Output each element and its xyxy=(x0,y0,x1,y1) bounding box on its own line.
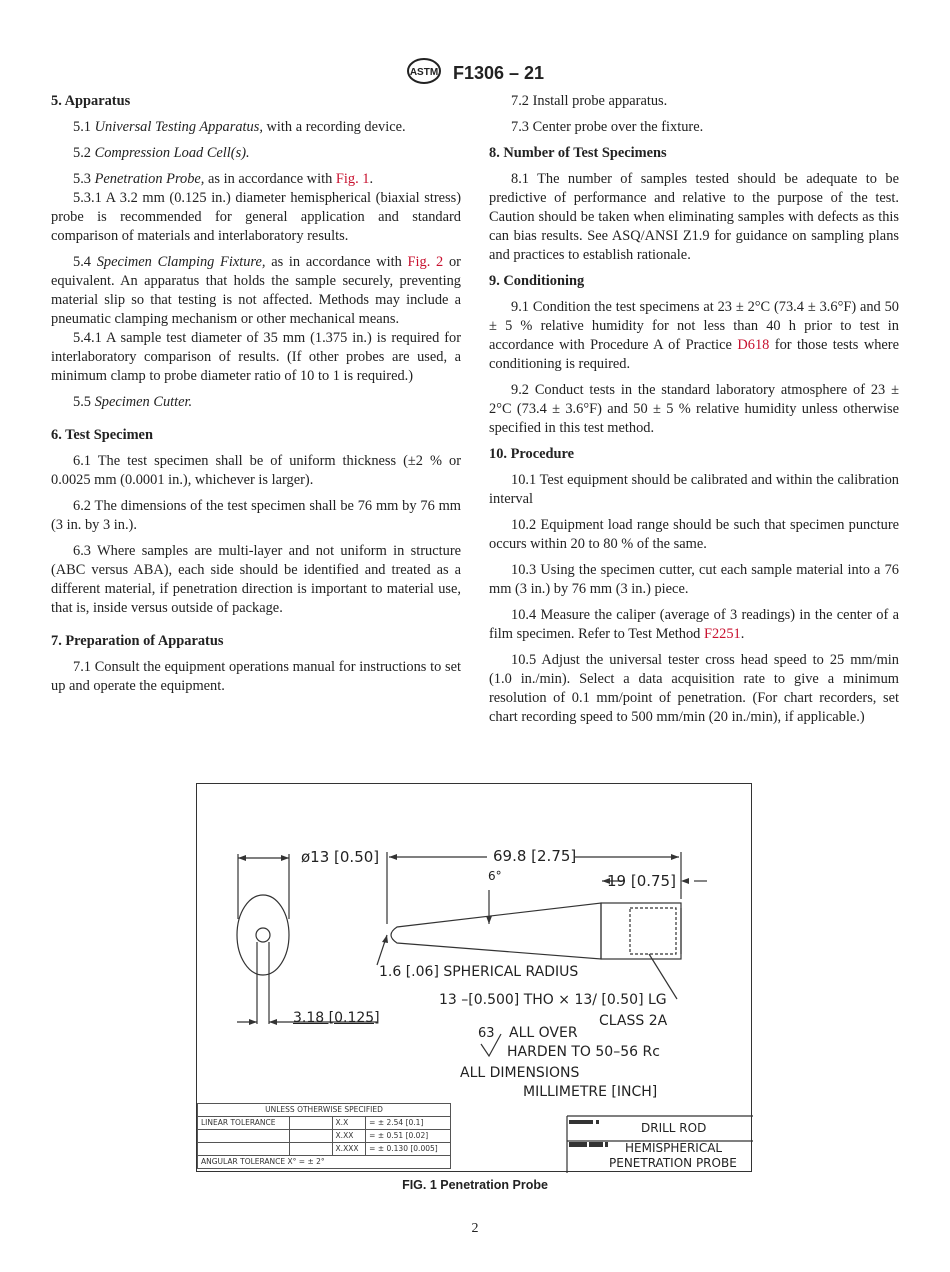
title-block-mark-2 xyxy=(596,1120,599,1124)
f2251-link[interactable]: F2251 xyxy=(703,626,741,642)
astm-logo-icon xyxy=(406,58,442,89)
finish-number: 63 xyxy=(478,1026,495,1041)
para-10-1: 10.1 Test equipment should be calibrated and within the calibration interval xyxy=(489,472,899,507)
para-6-1: 6.1 The test specimen shall be of uniform thickness (±2 % or 0.0025 mm (0.0001 in.), whichever is larger). xyxy=(51,453,461,488)
title-block-mark-3 xyxy=(569,1142,587,1147)
para-8-1: 8.1 The number of samples tested should be adequate to be predictive of performance and relative to the purpose of the test. Caution should be taken when eliminating samples with defects as this can bias results. See ASQ/ANSI Z1.9 for guidance on sampling plans and practices to establish rationale. xyxy=(489,171,899,263)
hardness-text: HARDEN TO 50–56 Rc xyxy=(507,1044,660,1060)
dim-radius: 1.6 [.06] SPHERICAL RADIUS xyxy=(379,964,579,980)
units-line-1: ALL DIMENSIONS xyxy=(460,1065,580,1081)
section-8-title: 8. Number of Test Specimens xyxy=(489,145,667,161)
para-5-3-1: 5.3.1 A 3.2 mm (0.125 in.) diameter hemispherical (biaxial stress) probe is recommended for general application and standard comparison of materials and interlaboratory results. xyxy=(51,190,461,244)
para-5-5: 5.5 Specimen Cutter. xyxy=(73,394,193,410)
right-column xyxy=(489,92,899,734)
section-9-title: 9. Conditioning xyxy=(489,273,585,289)
page-number: 2 xyxy=(471,1221,479,1236)
thread-section xyxy=(630,908,676,954)
finish-text: ALL OVER xyxy=(509,1025,578,1041)
para-5-1: 5.1 Universal Testing Apparatus, with a recording device. xyxy=(73,119,406,135)
para-10-3: 10.3 Using the specimen cutter, cut each sample material into a 76 mm (3 in.) by 76 mm (3 in.) piece. xyxy=(489,562,899,597)
title-block-mark-5 xyxy=(605,1142,608,1147)
tol-key: X.XX xyxy=(332,1130,366,1143)
dim-length: 69.8 [2.75] xyxy=(493,847,577,865)
designation: F1306 – 21 xyxy=(452,63,545,83)
title-block-mark-1 xyxy=(569,1120,593,1124)
figure-caption: FIG. 1 Penetration Probe xyxy=(402,1178,548,1192)
dim-diameter: ø13 [0.50] xyxy=(301,848,380,866)
part-name-line-1: HEMISPHERICAL xyxy=(625,1141,723,1155)
section-5-title: 5. Apparatus xyxy=(51,93,131,109)
tol-key: X.XXX xyxy=(332,1143,366,1156)
section-7-title: 7. Preparation of Apparatus xyxy=(51,633,224,649)
tol-linear-label: LINEAR TOLERANCE xyxy=(198,1117,290,1130)
para-5-4: 5.4 Specimen Clamping Fixture, as in accordance with Fig. 2 or equivalent. An apparatus that holds the sample securely, preventing material slip so that testing is not affected. Methods may include a pneumatic clamping mechanism or other mechanical means. xyxy=(51,254,461,327)
para-9-2: 9.2 Conduct tests in the standard laboratory atmosphere of 23 ± 2°C (73.4 ± 3.6°F) and 50 ± 5 % relative humidity unless otherwise specified in this test method. xyxy=(489,382,899,436)
dim-small-diameter: 3.18 [0.125] xyxy=(293,1010,380,1026)
para-7-3: 7.3 Center probe over the fixture. xyxy=(511,119,704,135)
figure-1-drawing xyxy=(196,783,752,1172)
thread-spec: 13 –[0.500] THO × 13/ [0.50] LG xyxy=(439,992,667,1008)
tolerance-table xyxy=(197,1103,451,1169)
units-line-2: MILLIMETRE [INCH] xyxy=(523,1084,658,1100)
thread-class: CLASS 2A xyxy=(599,1013,668,1029)
para-5-2: 5.2 Compression Load Cell(s). xyxy=(73,145,250,161)
tol-header: UNLESS OTHERWISE SPECIFIED xyxy=(198,1104,451,1117)
para-7-1: 7.1 Consult the equipment operations manual for instructions to set up and operate the equipment. xyxy=(51,659,461,694)
para-5-3: 5.3 Penetration Probe, as in accordance with Fig. 1. xyxy=(73,171,374,187)
para-10-5: 10.5 Adjust the universal tester cross head speed to 25 mm/min (1.0 in./min). Select a data acquisition rate to give a minimum resolution of 0.1 mm/point of penetration. (For chart recorders, set chart recording speed to 500 mm/min (20 in./min), if applicable.) xyxy=(489,652,899,725)
end-view-outer-circle xyxy=(237,895,289,975)
title-block-mark-4 xyxy=(589,1142,603,1147)
svg-text:ASTM: ASTM xyxy=(409,67,439,78)
tol-val: = ± 2.54 [0.1] xyxy=(366,1117,451,1130)
material-label: DRILL ROD xyxy=(641,1121,707,1135)
page-header xyxy=(0,58,950,89)
left-column xyxy=(51,92,461,703)
dim-thread-length: 19 [0.75] xyxy=(607,872,676,890)
section-6-title: 6. Test Specimen xyxy=(51,427,153,443)
probe-shank xyxy=(601,903,681,959)
d618-link[interactable]: D618 xyxy=(737,337,770,353)
para-9-1: 9.1 Condition the test specimens at 23 ± 2°C (73.4 ± 3.6°F) and 50 ± 5 % relative humidity for not less than 40 h prior to test in accordance with Procedure A of Practice D618 for those tests where conditioning is required. xyxy=(489,299,899,372)
fig-2-link[interactable]: Fig. 2 xyxy=(407,254,444,270)
fig-1-link[interactable]: Fig. 1 xyxy=(335,171,370,187)
para-6-3: 6.3 Where samples are multi-layer and not uniform in structure (ABC versus ABA), each side should be identified and treated as a different material, if penetration direction is important to material use, that is, inside versus outside of package. xyxy=(51,543,461,616)
tol-key: X.X xyxy=(332,1117,366,1130)
para-6-2: 6.2 The dimensions of the test specimen shall be 76 mm by 76 mm (3 in. by 3 in.). xyxy=(51,498,461,533)
probe-body xyxy=(391,903,601,959)
para-5-4-1: 5.4.1 A sample test diameter of 35 mm (1.375 in.) is required for interlaboratory comparison of results. (If other probes are used, a minimum clamp to probe diameter ratio of 10 to 1 is required.) xyxy=(51,330,461,384)
dim-angle: 6° xyxy=(488,869,502,883)
part-name-line-2: PENETRATION PROBE xyxy=(609,1156,737,1170)
tol-angular: ANGULAR TOLERANCE X° = ± 2° xyxy=(198,1156,451,1169)
tol-val: = ± 0.51 [0.02] xyxy=(366,1130,451,1143)
para-10-2: 10.2 Equipment load range should be such that specimen puncture occurs within 20 to 80 % of the same. xyxy=(489,517,899,552)
para-10-4: 10.4 Measure the caliper (average of 3 readings) in the center of a film specimen. Refer to Test Method F2251. xyxy=(489,607,899,642)
tol-val: = ± 0.130 [0.005] xyxy=(366,1143,451,1156)
para-7-2: 7.2 Install probe apparatus. xyxy=(511,93,668,109)
end-view-inner-circle xyxy=(256,928,270,942)
section-10-title: 10. Procedure xyxy=(489,446,574,462)
